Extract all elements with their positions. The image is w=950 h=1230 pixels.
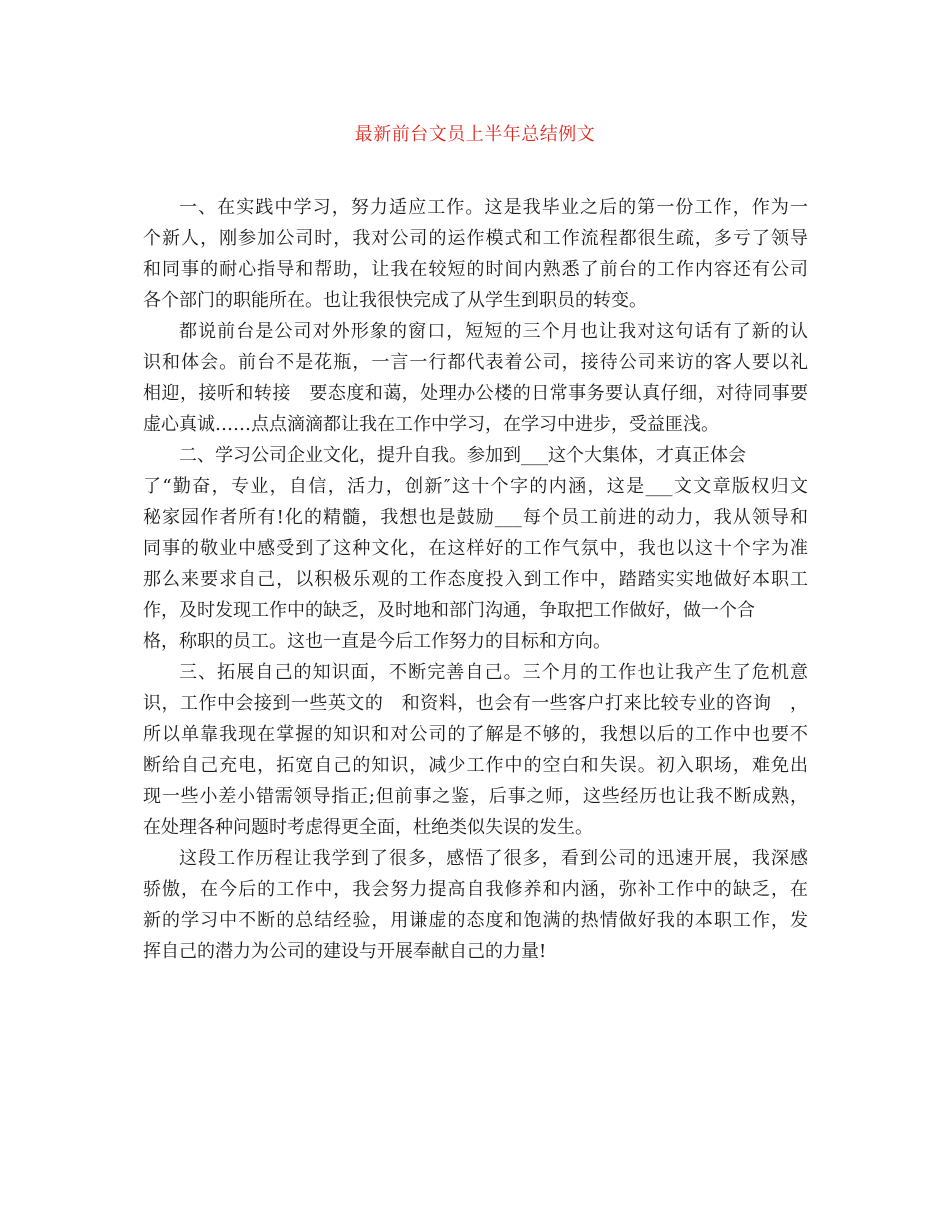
paragraph-line: 格，称职的员工。这也一直是今后工作努力的目标和方向。 [143, 631, 611, 652]
paragraph-line: 同事的敬业中感受到了这种文化，在这样好的工作气氛中，我也以这十个字为准 [143, 538, 808, 559]
paragraph-line: 二、学习公司企业文化，提升自我。参加到___这个大集体，才真正体会 [179, 445, 746, 466]
paragraph-4 [143, 657, 808, 843]
paragraph-line: 那么来要求自己，以积极乐观的工作态度投入到工作中，踏踏实实地做好本职工 [143, 569, 808, 590]
paragraph-line: 新的学习中不断的总结经验，用谦虚的态度和饱满的热情做好我的本职工作，发 [143, 910, 808, 931]
paragraph-line: 虚心真诚……点点滴滴都让我在工作中学习，在学习中进步，受益匪浅。 [143, 414, 719, 435]
paragraph-line: 骄傲，在今后的工作中，我会努力提高自我修养和内涵，弥补工作中的缺乏，在 [143, 879, 808, 900]
paragraph-line: 所以单靠我现在掌握的知识和对公司的了解是不够的，我想以后的工作中也要不 [143, 724, 808, 745]
paragraph-line: 一、在实践中学习，努力适应工作。这是我毕业之后的第一份工作，作为一 [179, 197, 808, 218]
paragraph-line: 这段工作历程让我学到了很多，感悟了很多，看到公司的迅速开展，我深感 [179, 848, 808, 869]
paragraph-line: 识和体会。前台不是花瓶，一言一行都代表着公司，接待公司来访的客人要以礼 [143, 352, 808, 373]
paragraph-line: 秘家园作者所有!化的精髓，我想也是鼓励___每个员工前进的动力，我从领导和 [143, 507, 808, 528]
paragraph-line: 作，及时发现工作中的缺乏，及时地和部门沟通，争取把工作做好，做一个合 [143, 600, 755, 621]
paragraph-line: 相迎，接听和转接 要态度和蔼，处理办公楼的日常事务要认真仔细，对待同事要 [143, 383, 808, 404]
paragraph-line: 都说前台是公司对外形象的窗口，短短的三个月也让我对这句话有了新的认 [179, 321, 808, 342]
paragraph-line: 挥自己的潜力为公司的建设与开展奉献自己的力量! [143, 941, 547, 962]
paragraph-line: 现一些小差小错需领导指正;但前事之鉴，后事之师，这些经历也让我不断成熟， [143, 786, 808, 807]
paragraph-1 [143, 192, 808, 316]
paragraph-line: 识，工作中会接到一些英文的 和资料，也会有一些客户打来比较专业的咨询 ， [143, 693, 808, 714]
paragraph-line: 断给自己充电，拓宽自己的知识，减少工作中的空白和失误。初入职场，难免出 [143, 755, 808, 776]
document-body [143, 192, 808, 967]
paragraph-3 [143, 440, 808, 657]
paragraph-2 [143, 316, 808, 440]
paragraph-line: 三、拓展自己的知识面，不断完善自己。三个月的工作也让我产生了危机意 [179, 662, 808, 683]
document-title: 最新前台文员上半年总结例文 [354, 124, 596, 145]
paragraph-line: 了“勤奋，专业，自信，活力，创新″这十个字的内涵，这是___文文章版权归文 [143, 476, 808, 497]
paragraph-5 [143, 843, 808, 967]
paragraph-line: 个新人，刚参加公司时，我对公司的运作模式和工作流程都很生疏，多亏了领导 [143, 228, 808, 249]
paragraph-line: 和同事的耐心指导和帮助，让我在较短的时间内熟悉了前台的工作内容还有公司 [143, 259, 808, 280]
paragraph-line: 各个部门的职能所在。也让我很快完成了从学生到职员的转变。 [143, 290, 647, 311]
paragraph-line: 在处理各种问题时考虑得更全面，杜绝类似失误的发生。 [143, 817, 593, 838]
